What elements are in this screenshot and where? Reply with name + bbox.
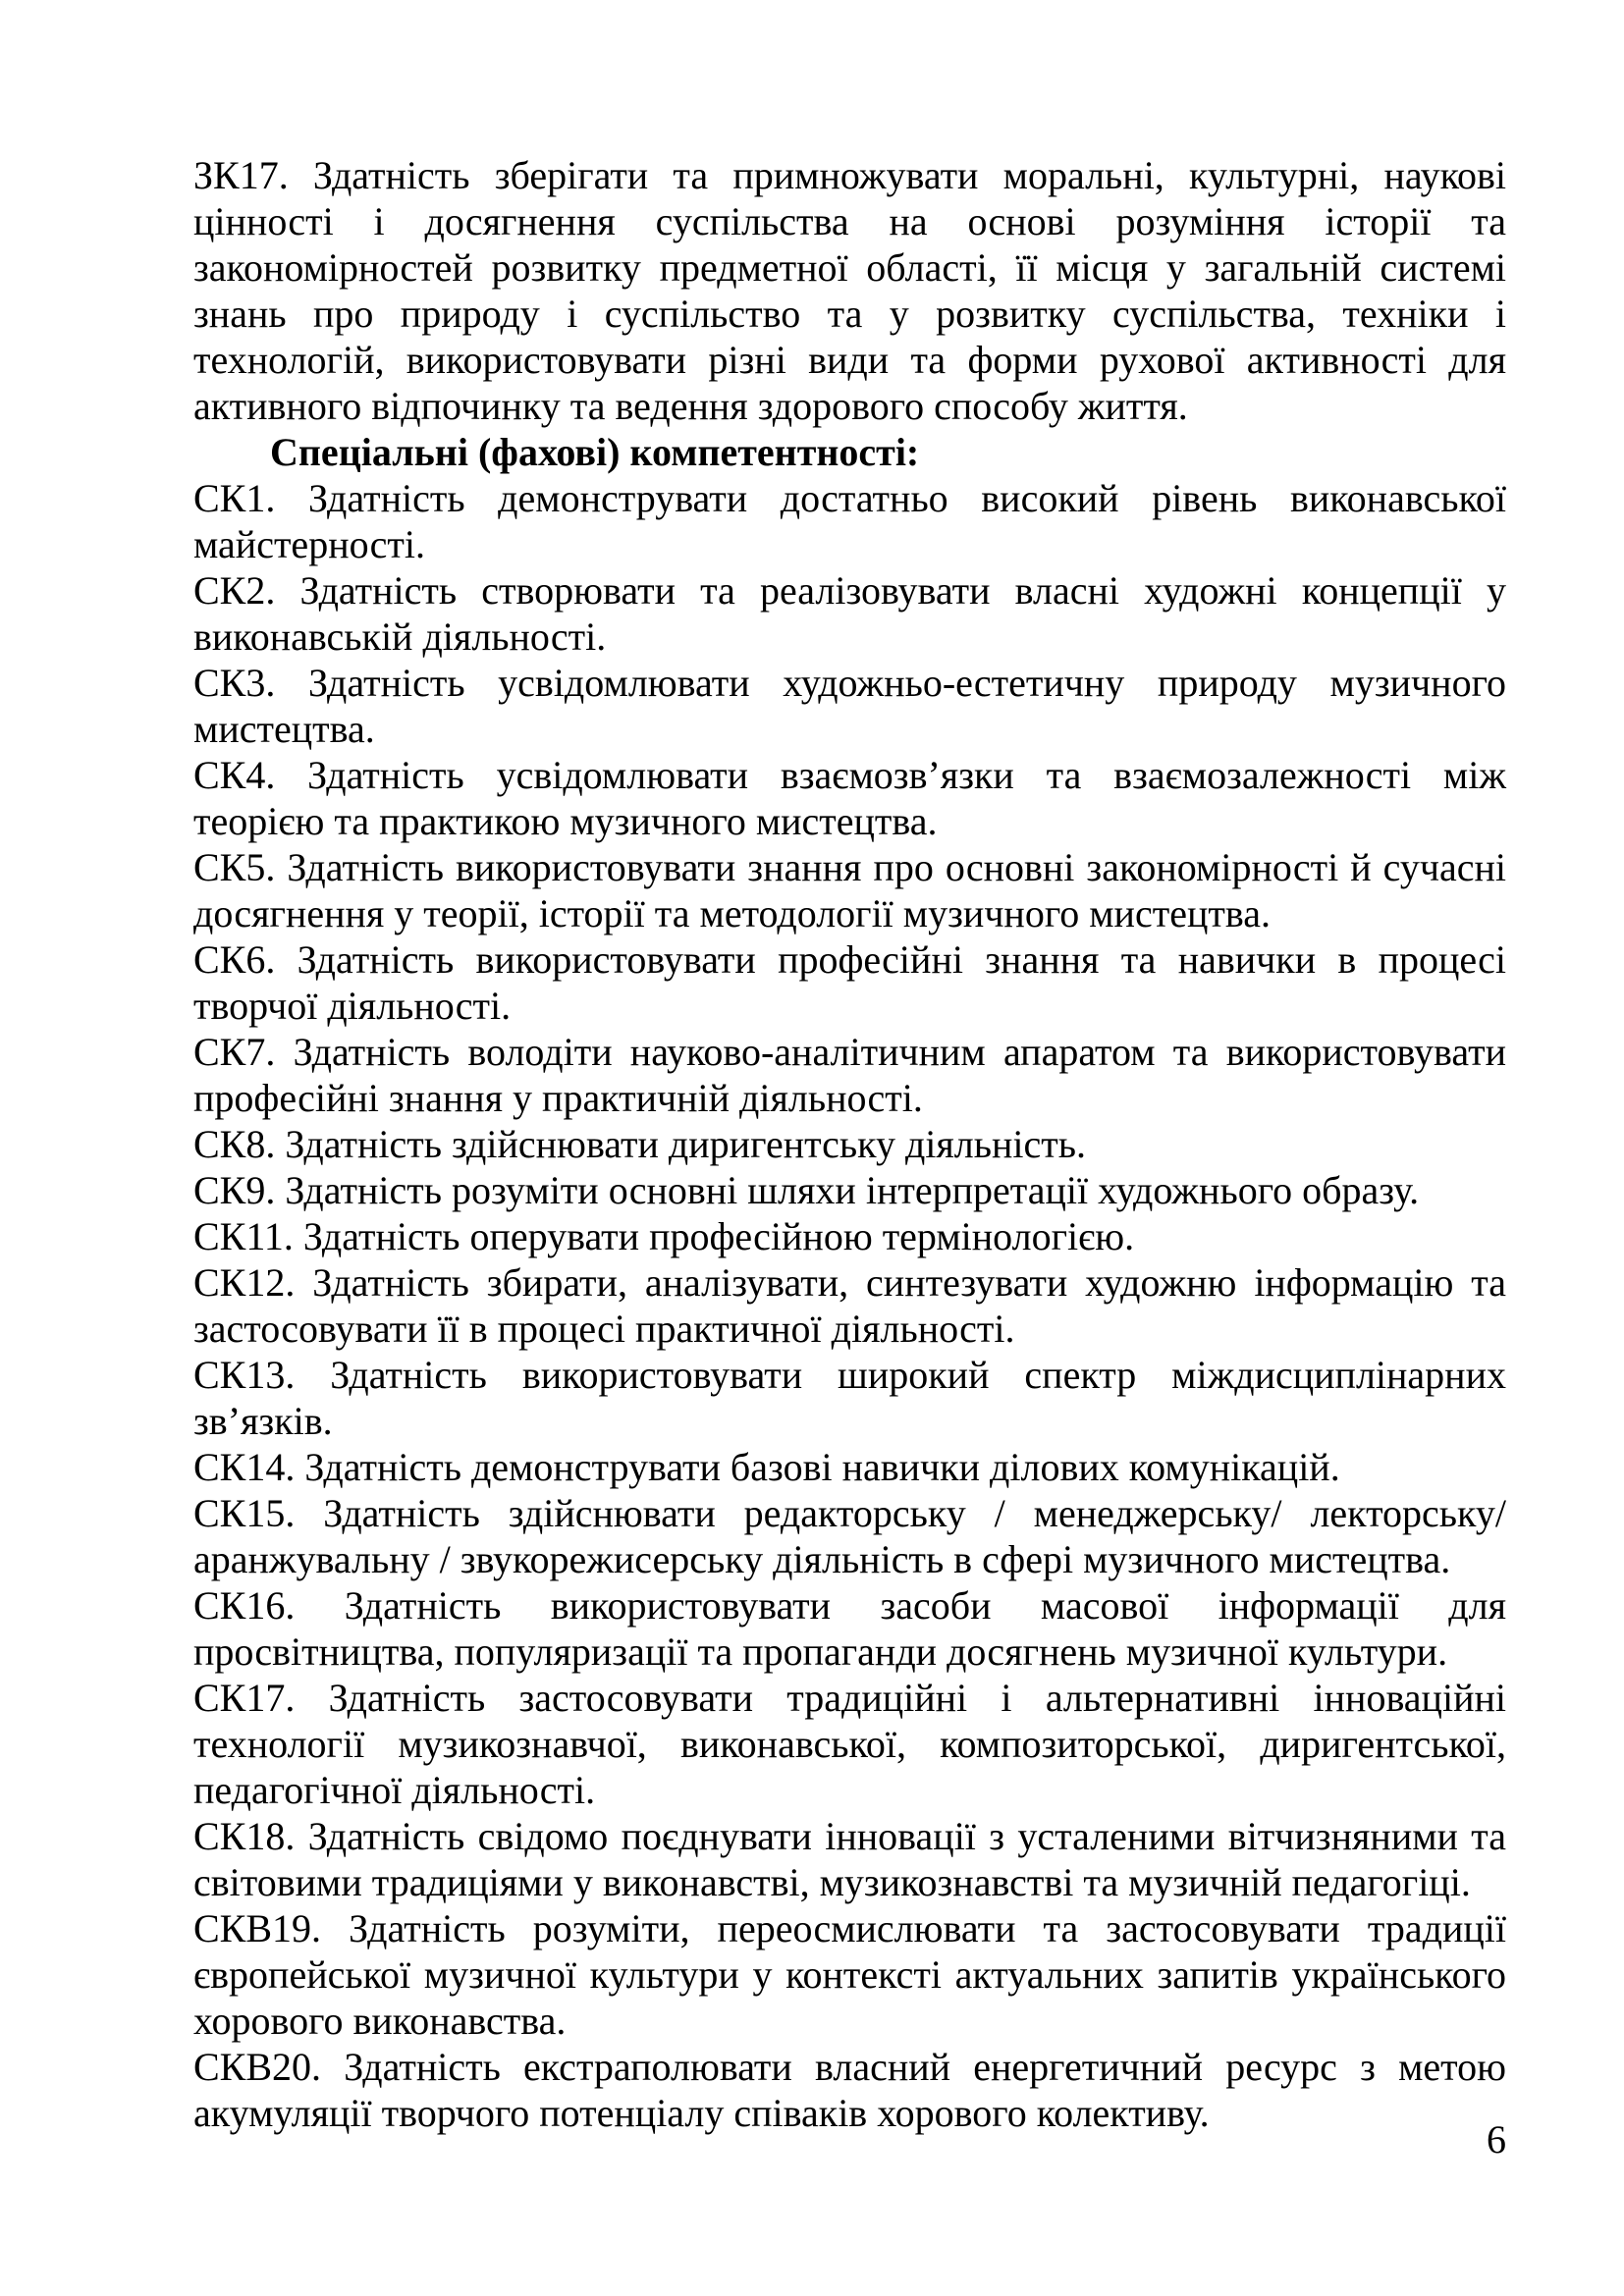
paragraph-sk1: СК1. Здатність демонструвати достатньо високий рівень виконавської майстерності. <box>193 476 1506 566</box>
paragraph-sk16: СК16. Здатність використовувати засоби масової інформації для просвітництва, популяризації та пропаганди досягнень музичної культури. <box>193 1583 1506 1674</box>
paragraph-sk17: СК17. Здатність застосовувати традиційні і альтернативні інноваційні технології музикознавчої, виконавської, композиторської, диригентської, педагогічної діяльності. <box>193 1676 1506 1812</box>
paragraph-sk2: СК2. Здатність створювати та реалізовувати власні художні концепції у виконавській діяльності. <box>193 568 1506 659</box>
paragraph-sk18: СК18. Здатність свідомо поєднувати інновації з усталеними вітчизняними та світовими традиціями у виконавстві, музикознавстві та музичній педагогіці. <box>193 1814 1506 1904</box>
page-number: 6 <box>1487 2117 1506 2162</box>
paragraph-sk7: СК7. Здатність володіти науково-аналітичним апаратом та використовувати професійні знання у практичній діяльності. <box>193 1030 1506 1120</box>
paragraph-skv20: СКВ20. Здатність екстраполювати власний енергетичний ресурс з метою акумуляції творчого потенціалу співаків хорового колективу. <box>193 2045 1506 2135</box>
paragraph-sk3: СК3. Здатність усвідомлювати художньо-естетичну природу музичного мистецтва. <box>193 661 1506 751</box>
heading-special-competencies: Спеціальні (фахові) компетентності: <box>270 430 920 474</box>
paragraph-sk9: СК9. Здатність розуміти основні шляхи інтерпретації художнього образу. <box>193 1168 1420 1212</box>
paragraph-sk11: СК11. Здатність оперувати професійною термінологією. <box>193 1214 1135 1258</box>
paragraph-sk4: СК4. Здатність усвідомлювати взаємозв’язки та взаємозалежності між теорією та практикою музичного мистецтва. <box>193 753 1506 843</box>
paragraph-sk12: СК12. Здатність збирати, аналізувати, синтезувати художню інформацію та застосовувати її в процесі практичної діяльності. <box>193 1260 1506 1351</box>
paragraph-sk13: СК13. Здатність використовувати широкий спектр міждисциплінарних зв’язків. <box>193 1353 1506 1443</box>
paragraph-sk8: СК8. Здатність здійснювати диригентську діяльність. <box>193 1122 1087 1166</box>
paragraph-sk15: СК15. Здатність здійснювати редакторську / менеджерську/ лекторську/ аранжувальну / звукорежисерську діяльність в сфері музичного мистецтва. <box>193 1491 1506 1581</box>
paragraph-zk17: ЗК17. Здатність зберігати та примножувати моральні, культурні, наукові цінності і досягнення суспільства на основі розуміння історії та закономірностей розвитку предметної області, її місця у загальній системі знань про природу і суспільство та у розвитку суспільства, техніки і технологій, використовувати різні види та форми рухової активності для активного відпочинку та ведення здорового способу життя. <box>193 153 1506 428</box>
paragraph-sk5: СК5. Здатність використовувати знання про основні закономірності й сучасні досягнення у теорії, історії та методології музичного мистецтва. <box>193 845 1506 935</box>
paragraph-sk14: СК14. Здатність демонструвати базові навички ділових комунікацій. <box>193 1445 1340 1489</box>
text-content <box>193 152 1506 2136</box>
paragraph-sk6: СК6. Здатність використовувати професійні знання та навички в процесі творчої діяльності. <box>193 937 1506 1028</box>
paragraph-skv19: СКВ19. Здатність розуміти, переосмислювати та застосовувати традиції європейської музичної культури у контексті актуальних запитів українського хорового виконавства. <box>193 1906 1506 2043</box>
